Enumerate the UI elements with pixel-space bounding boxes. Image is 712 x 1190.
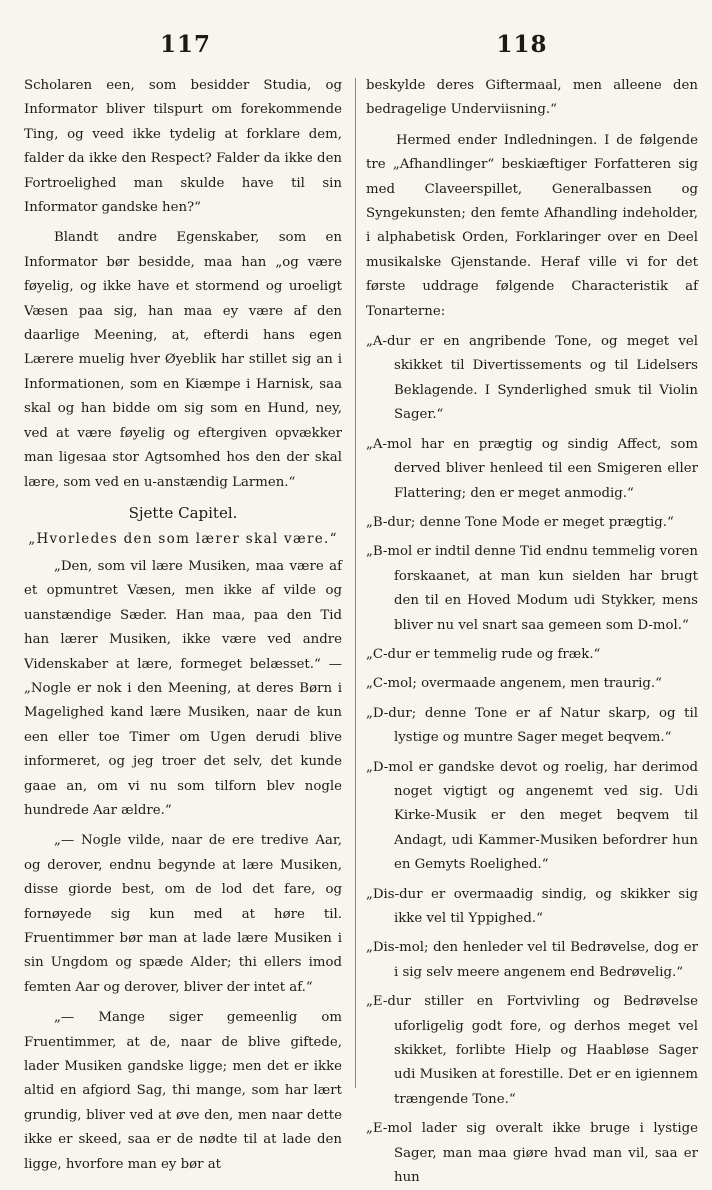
right-page [362,0,712,1186]
left-page-body [24,74,342,1177]
key-entry-e-mol: „E-mol lader sig overalt ikke bruge i lystige Sager, man maa giøre hvad man vil, saa er hun [366,1121,698,1186]
key-entry-dis-mol: „Dis-mol; den henleder vel til Bedrøvelse, dog er i sig selv meere angenem end Bedrøvelig.“ [366,940,698,980]
paragraph: beskylde deres Giftermaal, men alleene den bedragelige Underviisning.“ [366,78,698,118]
chapter-heading: Sjette Capitel. [128,503,238,522]
key-entry-a-dur: „A-dur er en angribende Tone, og meget vel skikket til Divertissements og til Lidelsers Beklagende. I Synderlighed smuk til Violin Sager.“ [366,334,698,423]
key-entry-e-dur: „E-dur stiller en Fortvivling og Bedrøvelse uforligelig godt fore, og derhos meget vel skikket, forlibte Hielp og Haabløse Sager udi Musiken at forestille. Det er en igiennem trængende Tone.“ [366,994,698,1107]
key-entry-c-mol: „C-mol; overmaade angenem, men traurig.“ [366,676,662,692]
page-number-right: 118 [496,31,548,58]
right-page-body [366,74,698,1190]
key-entry-c-dur: „C-dur er temmelig rude og fræk.“ [366,646,601,662]
chapter-subheading: „Hvorledes den som lærer skal være.“ [28,530,338,547]
key-entry-d-dur: „D-dur; denne Tone er af Natur skarp, og til lystige og muntre Sager meget beqvem.“ [366,705,698,746]
paragraph: „— Nogle vilde, naar de ere tredive Aar, og derover, endnu begynde at lære Musiken, disse giorde best, om de lod det fare, og fornøyede sig kun med at høre til. Fruentimmer bør man at lade lære Musiken i sin Ungdom og spæde Alder; thi ellers imod femten Aar og derover, bliver der intet af.“ [24,833,342,995]
column-divider [355,78,356,1088]
paragraph: „Den, som vil lære Musiken, maa være af et opmuntret Væsen, men ikke af vilde og uanstændige Sæder. Han maa, paa den Tid han lærer Musiken, ikke være ved andre Videnskaber at lære, formeget belæsset.“ — „Nogle er nok i den Meening, at deres Børn i Magelighed kand lære Musiken, naar de kun een eller toe Timer om Ugen derudi blive informeret, og jeg troer det selv, det kunde gaae an, om vi nu som tilforn blev nogle hundrede Aar ældre.“ [24,558,342,818]
paragraph: Hermed ender Indledningen. I de følgende tre „Afhandlinger“ beskiæftiger Forfatteren sig med Claveerspillet, Generalbassen og Syngekunsten; den femte Afhandling indeholder, i alphabetisk Orden, Forklaringer over en Deel musikalske Gjenstande. Heraf ville vi for det første uddrage følgende Characteristik af Tonarterne: [366,132,698,319]
paragraph: „— Mange siger gemeenlig om Fruentimmer, at de, naar de blive giftede, lader Musiken gandske ligge; men det er ikke altid en afgiord Sag, thi mange, som har lært grundig, bliver ved at øve den, men naar dette ikke er skeed, saa er de nødte til at lade den ligge, hvorfore man ey bør at [24,1010,342,1172]
paragraph: Blandt andre Egenskaber, som en Informator bør besidde, maa han „og være føyelig, og ikke have et stormend og uroeligt Væsen paa sig, han maa ey være af den daarlige Meening, at, efterdi hans egen Lærere muelig hver Øyeblik har stillet sig an i Informationen, som en Kiæmpe i Harnisk, saa skal og han bidde om sig som en Hund, ney, ved at være føyelig og eftergiven opvækker man ligesaa stor Agtsomhed hos den der skal lære, som ved en u-anstændig Larmen.“ [24,230,342,490]
key-entry-a-mol: „A-mol har en prægtig og sindig Affect, som derved bliver henleed til een Smigeren eller Flattering; den er meget anmodig.“ [366,436,698,501]
page-number-left: 117 [159,31,211,58]
key-entry-b-dur: „B-dur; denne Tone Mode er meget prægtig.“ [366,514,674,530]
paragraph: Scholaren een, som besidder Studia, og Informator bliver tilspurt om forekommende Ting, og veed ikke tydelig at forklare dem, falder da ikke den Respect? Falder da ikke den Fortroelighed man skulde have til sin Informator gandske hen?“ [24,78,342,216]
key-entry-b-mol: „B-mol er indtil denne Tid endnu temmelig voren forskaanet, at man kun sielden har brugt den til en Hoved Modum udi Stykker, mens bliver nu vel snart saa gemeen som D-mol.“ [366,544,698,633]
key-entry-d-mol: „D-mol er gandske devot og roelig, har derimod noget vigtigt og angenemt ved sig. Udi Kirke-Musik er den meget beqvem til Andagt, udi Kammer-Musiken befordrer hun en Gemyts Roelighed.“ [366,759,698,873]
left-page [0,0,350,1172]
key-entry-dis-dur: „Dis-dur er overmaadig sindig, og skikker sig ikke vel til Yppighed.“ [366,886,698,926]
